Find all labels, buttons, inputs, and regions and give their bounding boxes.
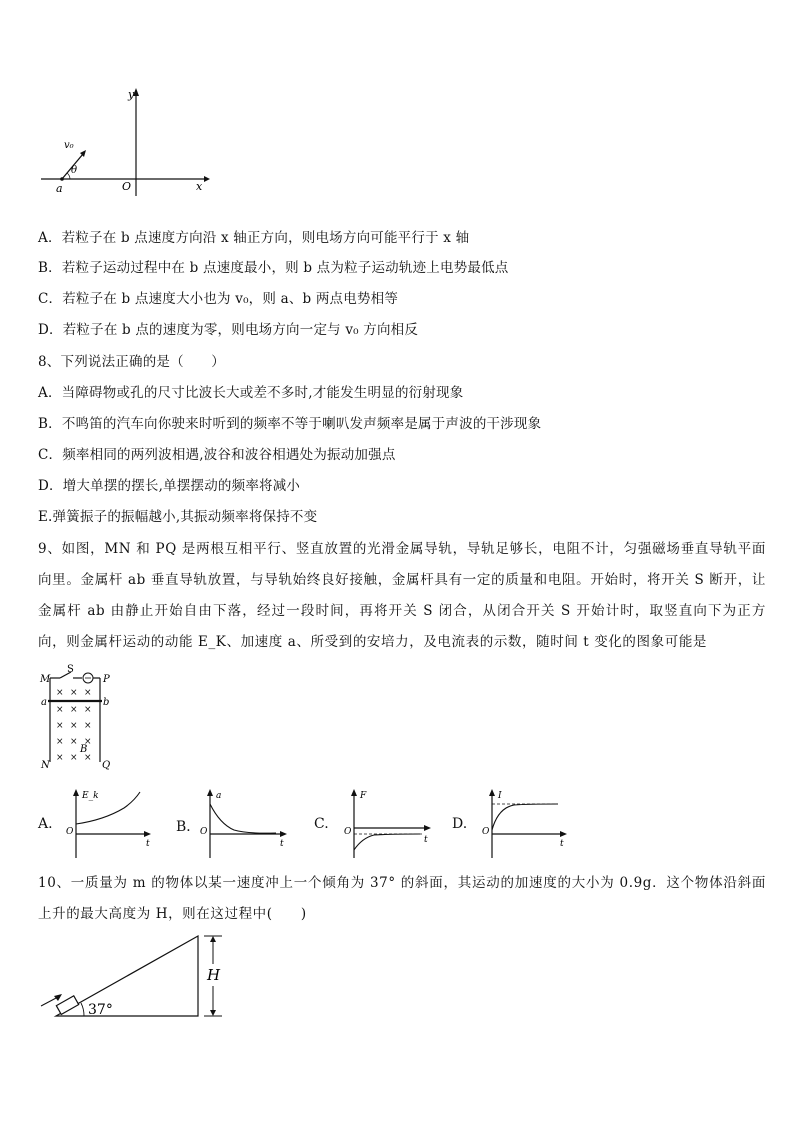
graph-a-o: O: [66, 827, 74, 837]
svg-text:×: ×: [56, 705, 64, 715]
graph-d-t: t: [560, 839, 564, 849]
label-p: P: [103, 674, 110, 685]
point-a-label: a: [56, 182, 63, 195]
q7-coordinate-figure: [36, 84, 211, 199]
svg-text:×: ×: [70, 753, 78, 763]
graph-a-t: t: [146, 839, 150, 849]
q7-option-a: A．若粒子在 b 点速度方向沿 x 轴正方向，则电场方向可能平行于 x 轴: [38, 230, 470, 246]
q8-option-d: D．增大单摆的摆长,单摆摆动的频率将减小: [38, 478, 301, 494]
q8-option-a: A．当障碍物或孔的尺寸比波长大或差不多时,才能发生明显的衍射现象: [38, 385, 464, 401]
q7-option-b: B．若粒子运动过程中在 b 点速度最小，则 b 点为粒子运动轨迹上电势最低点: [38, 260, 509, 276]
graph-b-t: t: [280, 839, 284, 849]
q9-stem: 9、如图，MN 和 PQ 是两根互相平行、竖直放置的光滑金属导轨，导轨足够长，电阻不计，匀强磁场垂直导轨平面向里。金属杆 ab 垂直导轨放置，与导轨始终良好接触，金属杆具有一定的质量和电阻。开始时，将开关 S 断开，让金属杆 ab 由静止开始自由下落，经过一段时间，再将开关 S 闭合，从闭合开关 S 开始计时，取竖直向下为正方向，则金属杆运动的动能 E_K、加速度 a、所受到的安培力，及电流表的示数，随时间 t 变化的图象可能是: [38, 541, 766, 650]
label-n: N: [41, 760, 50, 771]
svg-text:×: ×: [70, 737, 78, 747]
label-b: b: [103, 697, 110, 708]
graph-a-label: A.: [38, 816, 53, 832]
svg-text:×: ×: [70, 705, 78, 715]
graph-a: [64, 788, 154, 860]
angle-label: θ: [71, 165, 78, 176]
svg-text:×: ×: [56, 753, 64, 763]
graph-b-y: a: [216, 791, 222, 801]
q10-stem: 10、一质量为 m 的物体以某一速度冲上一个倾角为 37° 的斜面，其运动的加速度的大小为 0.9g．这个物体沿斜面上升的最大高度为 H，则在这过程中( ): [38, 875, 766, 922]
graph-d-o: O: [482, 827, 490, 837]
q8-option-e: E.弹簧振子的振幅越小,其振动频率将保持不变: [38, 509, 318, 525]
x-axis-label: x: [196, 180, 203, 193]
svg-text:×: ×: [84, 705, 92, 715]
angle-37-label: 37°: [88, 1002, 113, 1018]
graph-c-o: O: [344, 827, 352, 837]
svg-text:×: ×: [70, 688, 78, 698]
graph-d: [478, 788, 570, 860]
label-a: a: [41, 697, 47, 708]
graph-b-o: O: [200, 827, 208, 837]
q7-option-d: D．若粒子在 b 点的速度为零，则电场方向一定与 v₀ 方向相反: [38, 322, 419, 338]
svg-text:×: ×: [84, 737, 92, 747]
q8-option-b: B．不鸣笛的汽车向你驶来时听到的频率不等于喇叭发声频率是属于声波的干涉现象: [38, 416, 542, 432]
graph-b: [198, 788, 290, 860]
svg-text:×: ×: [56, 737, 64, 747]
q7-option-c: C．若粒子在 b 点速度大小也为 v₀，则 a、b 两点电势相等: [38, 291, 399, 307]
graph-c-t: t: [424, 835, 428, 845]
origin-label: O: [122, 180, 132, 193]
graph-d-y: I: [498, 791, 502, 801]
graph-a-y: E_k: [82, 791, 99, 801]
label-b-field: B: [80, 744, 88, 755]
graph-c-y: F: [360, 791, 367, 801]
height-h-label: H: [207, 966, 221, 984]
graph-d-label: D.: [452, 816, 468, 832]
graph-c-label: C.: [314, 816, 329, 832]
svg-text:×: ×: [84, 753, 92, 763]
svg-text:×: ×: [56, 721, 64, 731]
q8-stem: 8、下列说法正确的是（ ）: [38, 354, 225, 370]
label-s: S: [67, 664, 74, 675]
label-m: M: [40, 674, 51, 685]
svg-text:×: ×: [84, 721, 92, 731]
velocity-label: v₀: [64, 140, 74, 151]
y-axis-label: y: [128, 88, 135, 101]
q8-option-c: C．频率相同的两列波相遇,波谷和波谷相遇处为振动加强点: [38, 447, 396, 463]
q10-incline-figure: [36, 930, 236, 1022]
svg-text:×: ×: [56, 688, 64, 698]
q9-circuit-figure: [38, 664, 118, 772]
graph-c: [340, 788, 435, 860]
svg-text:×: ×: [70, 721, 78, 731]
svg-text:×: ×: [84, 688, 92, 698]
graph-b-label: B．: [176, 819, 201, 835]
label-q: Q: [102, 760, 111, 771]
